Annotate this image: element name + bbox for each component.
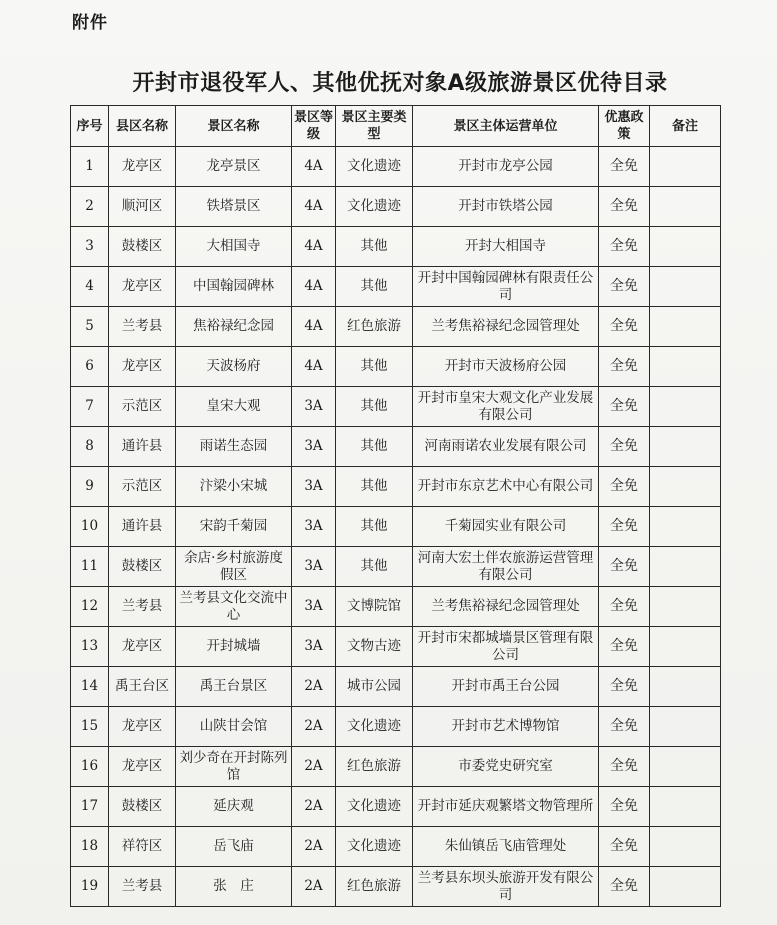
table-row	[71, 427, 721, 467]
cell-operator: 开封市禹王台公园	[413, 667, 599, 707]
cell-site: 山陕甘会馆	[176, 707, 292, 747]
cell-policy: 全免	[599, 467, 650, 507]
cell-site: 大相国寺	[176, 227, 292, 267]
cell-no: 13	[71, 627, 109, 667]
cell-county: 龙亭区	[109, 347, 176, 387]
cell-no: 8	[71, 427, 109, 467]
cell-operator: 开封大相国寺	[413, 227, 599, 267]
cell-no: 4	[71, 267, 109, 307]
column-header-policy: 优惠政策	[599, 106, 650, 147]
cell-county: 兰考县	[109, 867, 176, 907]
cell-level: 2A	[292, 827, 336, 867]
cell-no: 10	[71, 507, 109, 547]
cell-type: 文化遗迹	[336, 827, 413, 867]
cell-operator: 开封中国翰园碑林有限责任公司	[413, 267, 599, 307]
cell-county: 祥符区	[109, 827, 176, 867]
table-row	[71, 827, 721, 867]
cell-type: 其他	[336, 547, 413, 587]
cell-level: 3A	[292, 427, 336, 467]
cell-site: 兰考县文化交流中心	[176, 587, 292, 627]
column-header-type: 景区主要类型	[336, 106, 413, 147]
cell-county: 兰考县	[109, 587, 176, 627]
cell-level: 4A	[292, 147, 336, 187]
cell-site: 延庆观	[176, 787, 292, 827]
cell-site: 张 庄	[176, 867, 292, 907]
cell-level: 2A	[292, 707, 336, 747]
cell-site: 铁塔景区	[176, 187, 292, 227]
table-row	[71, 787, 721, 827]
cell-level: 4A	[292, 267, 336, 307]
cell-policy: 全免	[599, 427, 650, 467]
cell-level: 2A	[292, 747, 336, 787]
cell-level: 2A	[292, 787, 336, 827]
cell-type: 红色旅游	[336, 307, 413, 347]
table-row	[71, 187, 721, 227]
cell-note	[650, 627, 721, 667]
cell-county: 龙亭区	[109, 267, 176, 307]
cell-no: 3	[71, 227, 109, 267]
cell-no: 1	[71, 147, 109, 187]
cell-site: 岳飞庙	[176, 827, 292, 867]
page-title: 开封市退役军人、其他优抚对象A级旅游景区优待目录	[132, 71, 668, 96]
cell-county: 示范区	[109, 467, 176, 507]
cell-operator: 开封市天波杨府公园	[413, 347, 599, 387]
attachment-label: 附件	[72, 13, 108, 33]
cell-site: 开封城墙	[176, 627, 292, 667]
cell-type: 其他	[336, 227, 413, 267]
cell-operator: 开封市宋都城墙景区管理有限公司	[413, 627, 599, 667]
cell-type: 其他	[336, 387, 413, 427]
table-row	[71, 227, 721, 267]
column-header-county: 县区名称	[109, 106, 176, 147]
cell-note	[650, 387, 721, 427]
cell-level: 2A	[292, 867, 336, 907]
cell-site: 余店·乡村旅游度假区	[176, 547, 292, 587]
cell-site: 中国翰园碑林	[176, 267, 292, 307]
cell-county: 龙亭区	[109, 147, 176, 187]
cell-policy: 全免	[599, 347, 650, 387]
cell-operator: 兰考焦裕禄纪念园管理处	[413, 587, 599, 627]
table-row	[71, 347, 721, 387]
cell-county: 龙亭区	[109, 747, 176, 787]
cell-note	[650, 827, 721, 867]
cell-level: 4A	[292, 307, 336, 347]
column-header-level: 景区等级	[292, 106, 336, 147]
cell-level: 4A	[292, 347, 336, 387]
cell-operator: 朱仙镇岳飞庙管理处	[413, 827, 599, 867]
cell-type: 其他	[336, 427, 413, 467]
cell-policy: 全免	[599, 707, 650, 747]
cell-operator: 开封市延庆观繁塔文物管理所	[413, 787, 599, 827]
cell-site: 宋韵千菊园	[176, 507, 292, 547]
column-header-operator: 景区主体运营单位	[413, 106, 599, 147]
cell-note	[650, 547, 721, 587]
cell-type: 其他	[336, 467, 413, 507]
cell-policy: 全免	[599, 747, 650, 787]
cell-note	[650, 507, 721, 547]
cell-type: 其他	[336, 347, 413, 387]
cell-policy: 全免	[599, 187, 650, 227]
cell-policy: 全免	[599, 387, 650, 427]
cell-policy: 全免	[599, 827, 650, 867]
cell-operator: 市委党史研究室	[413, 747, 599, 787]
cell-policy: 全免	[599, 307, 650, 347]
cell-county: 通许县	[109, 507, 176, 547]
cell-level: 3A	[292, 387, 336, 427]
cell-policy: 全免	[599, 547, 650, 587]
table-row	[71, 867, 721, 907]
cell-note	[650, 667, 721, 707]
cell-note	[650, 587, 721, 627]
cell-operator: 河南雨诺农业发展有限公司	[413, 427, 599, 467]
cell-level: 3A	[292, 467, 336, 507]
cell-operator: 开封市东京艺术中心有限公司	[413, 467, 599, 507]
cell-level: 2A	[292, 667, 336, 707]
cell-no: 2	[71, 187, 109, 227]
cell-type: 其他	[336, 267, 413, 307]
cell-type: 红色旅游	[336, 867, 413, 907]
cell-site: 禹王台景区	[176, 667, 292, 707]
table-row	[71, 587, 721, 627]
column-header-site: 景区名称	[176, 106, 292, 147]
cell-operator: 河南大宏土伴农旅游运营管理有限公司	[413, 547, 599, 587]
cell-county: 龙亭区	[109, 627, 176, 667]
cell-operator: 开封市皇宋大观文化产业发展有限公司	[413, 387, 599, 427]
cell-site: 雨诺生态园	[176, 427, 292, 467]
cell-type: 文化遗迹	[336, 787, 413, 827]
cell-county: 禹王台区	[109, 667, 176, 707]
cell-site: 刘少奇在开封陈列馆	[176, 747, 292, 787]
cell-note	[650, 347, 721, 387]
cell-no: 19	[71, 867, 109, 907]
cell-note	[650, 427, 721, 467]
table-row	[71, 467, 721, 507]
cell-operator: 开封市龙亭公园	[413, 147, 599, 187]
cell-operator: 兰考焦裕禄纪念园管理处	[413, 307, 599, 347]
cell-type: 文博院馆	[336, 587, 413, 627]
cell-no: 18	[71, 827, 109, 867]
cell-site: 皇宋大观	[176, 387, 292, 427]
cell-policy: 全免	[599, 787, 650, 827]
cell-county: 兰考县	[109, 307, 176, 347]
scenic-area-table	[70, 105, 721, 907]
cell-policy: 全免	[599, 587, 650, 627]
cell-county: 鼓楼区	[109, 787, 176, 827]
cell-site: 焦裕禄纪念园	[176, 307, 292, 347]
cell-note	[650, 227, 721, 267]
cell-policy: 全免	[599, 227, 650, 267]
cell-site: 汴梁小宋城	[176, 467, 292, 507]
cell-level: 4A	[292, 227, 336, 267]
cell-no: 12	[71, 587, 109, 627]
cell-note	[650, 787, 721, 827]
cell-no: 9	[71, 467, 109, 507]
cell-note	[650, 747, 721, 787]
table-row	[71, 747, 721, 787]
table-row	[71, 507, 721, 547]
cell-type: 城市公园	[336, 667, 413, 707]
cell-county: 通许县	[109, 427, 176, 467]
table-row	[71, 627, 721, 667]
cell-no: 17	[71, 787, 109, 827]
table-row	[71, 667, 721, 707]
table-header-row	[71, 106, 721, 147]
cell-county: 鼓楼区	[109, 547, 176, 587]
cell-note	[650, 147, 721, 187]
cell-no: 5	[71, 307, 109, 347]
cell-operator: 兰考县东坝头旅游开发有限公司	[413, 867, 599, 907]
table-body	[71, 147, 721, 907]
table-row	[71, 267, 721, 307]
cell-no: 7	[71, 387, 109, 427]
cell-policy: 全免	[599, 667, 650, 707]
cell-county: 鼓楼区	[109, 227, 176, 267]
cell-no: 6	[71, 347, 109, 387]
cell-type: 其他	[336, 507, 413, 547]
column-header-note: 备注	[650, 106, 721, 147]
cell-level: 3A	[292, 507, 336, 547]
cell-county: 顺河区	[109, 187, 176, 227]
cell-operator: 千菊园实业有限公司	[413, 507, 599, 547]
cell-no: 11	[71, 547, 109, 587]
table-row	[71, 707, 721, 747]
cell-note	[650, 867, 721, 907]
cell-level: 3A	[292, 627, 336, 667]
cell-note	[650, 187, 721, 227]
cell-policy: 全免	[599, 867, 650, 907]
cell-note	[650, 467, 721, 507]
cell-county: 龙亭区	[109, 707, 176, 747]
table-row	[71, 547, 721, 587]
cell-policy: 全免	[599, 267, 650, 307]
cell-operator: 开封市铁塔公园	[413, 187, 599, 227]
table-row	[71, 307, 721, 347]
column-header-no: 序号	[71, 106, 109, 147]
cell-site: 龙亭景区	[176, 147, 292, 187]
cell-level: 4A	[292, 187, 336, 227]
cell-no: 16	[71, 747, 109, 787]
cell-type: 文化遗迹	[336, 707, 413, 747]
cell-type: 红色旅游	[336, 747, 413, 787]
cell-note	[650, 707, 721, 747]
cell-note	[650, 307, 721, 347]
cell-note	[650, 267, 721, 307]
table-row	[71, 387, 721, 427]
table-row	[71, 147, 721, 187]
cell-no: 14	[71, 667, 109, 707]
cell-type: 文物古迹	[336, 627, 413, 667]
cell-county: 示范区	[109, 387, 176, 427]
cell-level: 3A	[292, 547, 336, 587]
cell-policy: 全免	[599, 507, 650, 547]
cell-no: 15	[71, 707, 109, 747]
cell-policy: 全免	[599, 147, 650, 187]
cell-type: 文化遗迹	[336, 187, 413, 227]
cell-operator: 开封市艺术博物馆	[413, 707, 599, 747]
cell-type: 文化遗迹	[336, 147, 413, 187]
cell-level: 3A	[292, 587, 336, 627]
cell-site: 天波杨府	[176, 347, 292, 387]
cell-policy: 全免	[599, 627, 650, 667]
